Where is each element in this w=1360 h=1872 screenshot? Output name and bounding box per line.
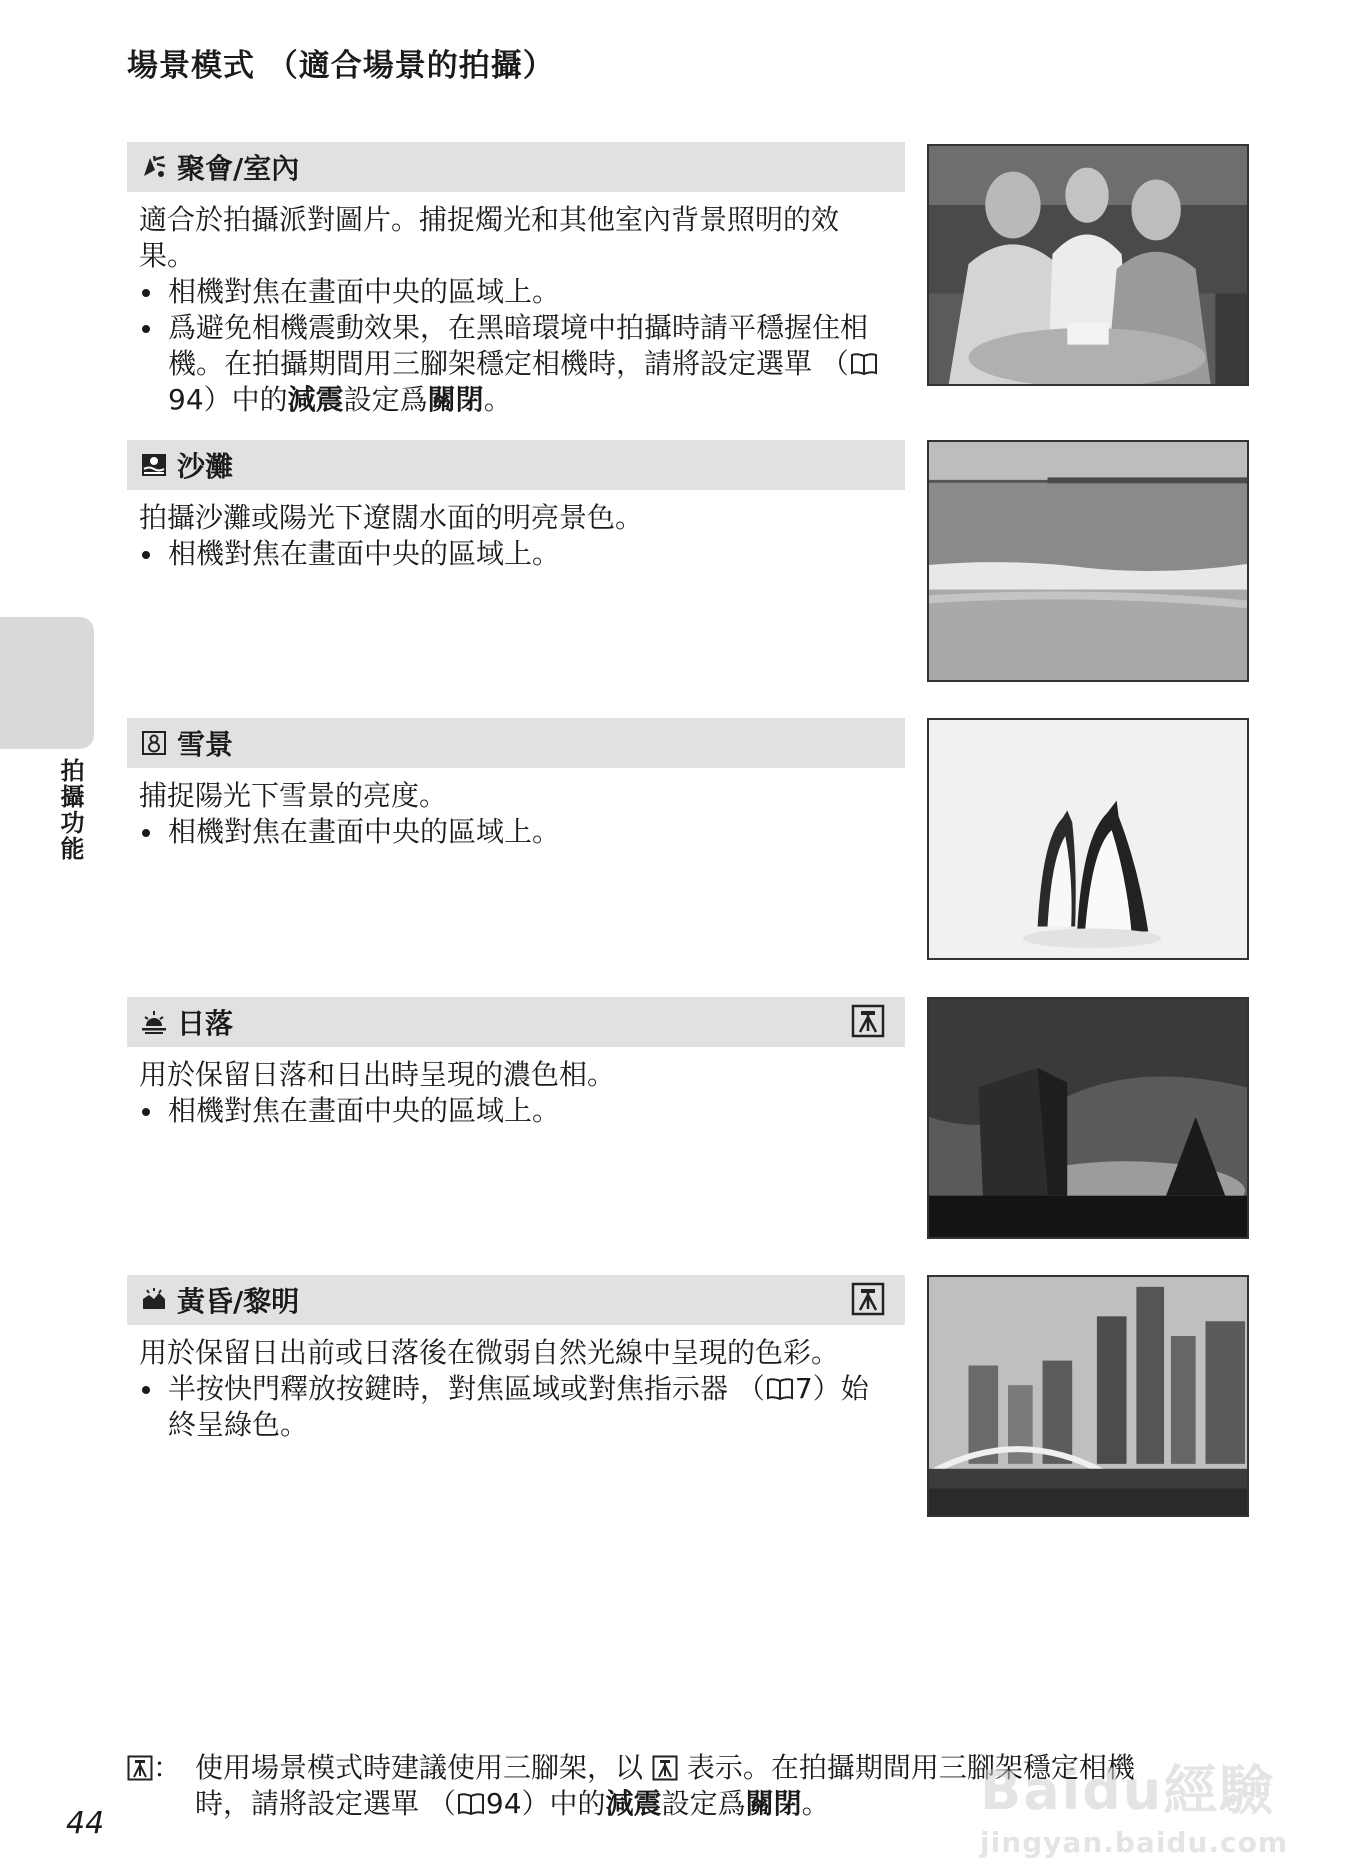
section-heading-text: 黃昏/黎明 bbox=[177, 1285, 300, 1318]
section-body bbox=[127, 192, 891, 418]
note-line-1: ： 使用場景模式時建議使用三腳架，以 表示。在拍攝期間用三腳架穩定相機 bbox=[127, 1750, 1307, 1786]
bullet-item: 相機對焦在畫面中央的區域上。 bbox=[139, 814, 879, 850]
section-beach bbox=[127, 440, 1251, 572]
section-description: 用於保留日出前或日落後在微弱自然光線中呈現的色彩。 bbox=[139, 1336, 840, 1369]
section-snow bbox=[127, 718, 1251, 850]
book-reference-icon bbox=[457, 1792, 485, 1816]
city-sunset-photo bbox=[927, 997, 1249, 1239]
beach-pier-photo bbox=[927, 440, 1249, 682]
note-text: 使用場景模式時建議使用三腳架，以 bbox=[195, 1751, 644, 1784]
section-description: 適合於拍攝派對圖片。捕捉燭光和其他室內背景照明的效果。 bbox=[139, 203, 840, 272]
sunset-icon bbox=[141, 1009, 167, 1035]
section-heading bbox=[127, 997, 905, 1047]
bullet-item: 相機對焦在畫面中央的區域上。 bbox=[139, 536, 879, 572]
tripod-icon bbox=[652, 1755, 678, 1781]
section-sunset bbox=[127, 997, 1251, 1129]
watermark bbox=[980, 1738, 1320, 1868]
section-heading-text: 日落 bbox=[177, 1007, 234, 1040]
section-heading bbox=[127, 440, 905, 490]
section-body bbox=[127, 768, 891, 850]
bullet-item: 爲避免相機震動效果，在黑暗環境中拍攝時請平穩握住相機。在拍攝期間用三腳架穩定相機時，請將設定選單 （94）中的減震設定爲關閉。 bbox=[139, 310, 879, 418]
section-heading bbox=[127, 1275, 905, 1325]
section-heading-text: 聚會/室內 bbox=[177, 152, 300, 185]
dusk-dawn-icon bbox=[141, 1287, 167, 1313]
section-heading-text: 沙灘 bbox=[177, 450, 234, 483]
section-body bbox=[127, 490, 891, 572]
family-party-photo bbox=[927, 144, 1249, 386]
note-text: 表示。在拍攝期間用三腳架穩定相機 bbox=[686, 1751, 1135, 1784]
section-heading-text: 雪景 bbox=[177, 728, 234, 761]
page-title: 場景模式 （適合場景的拍攝） bbox=[127, 48, 555, 84]
snow-icon bbox=[141, 730, 167, 756]
beach-icon bbox=[141, 452, 167, 478]
page-number: 44 bbox=[66, 1806, 105, 1841]
section-party-indoor bbox=[127, 142, 1251, 418]
tripod-icon bbox=[127, 1755, 153, 1781]
section-heading bbox=[127, 142, 905, 192]
book-reference-icon bbox=[766, 1377, 794, 1401]
bullet-item: 半按快門釋放按鍵時，對焦區域或對焦指示器 （ 7）始終呈綠色。 bbox=[139, 1371, 879, 1443]
section-heading bbox=[127, 718, 905, 768]
city-dusk-bridge-photo bbox=[927, 1275, 1249, 1517]
side-tab-label: 拍攝功能 bbox=[56, 758, 84, 862]
watermark-text: Baidu經驗 bbox=[980, 1759, 1276, 1822]
book-reference-icon bbox=[850, 352, 878, 376]
penguins-snow-photo bbox=[927, 718, 1249, 960]
tripod-icon bbox=[851, 1004, 885, 1038]
section-description: 拍攝沙灘或陽光下遼闊水面的明亮景色。 bbox=[139, 501, 644, 534]
bullet-item: 相機對焦在畫面中央的區域上。 bbox=[139, 274, 879, 310]
section-body bbox=[127, 1047, 891, 1129]
bullet-item: 相機對焦在畫面中央的區域上。 bbox=[139, 1093, 879, 1129]
section-dusk-dawn bbox=[127, 1275, 1251, 1443]
note-line-2: 時，請將設定選單 （ 94）中的減震設定爲關閉。 bbox=[195, 1787, 830, 1820]
section-description: 捕捉陽光下雪景的亮度。 bbox=[139, 779, 448, 812]
section-description: 用於保留日落和日出時呈現的濃色相。 bbox=[139, 1058, 616, 1091]
watermark-url: jingyan.baidu.com bbox=[980, 1826, 1289, 1859]
side-tab bbox=[0, 617, 94, 749]
party-icon bbox=[141, 154, 167, 180]
tripod-icon bbox=[851, 1282, 885, 1316]
section-body bbox=[127, 1325, 891, 1443]
